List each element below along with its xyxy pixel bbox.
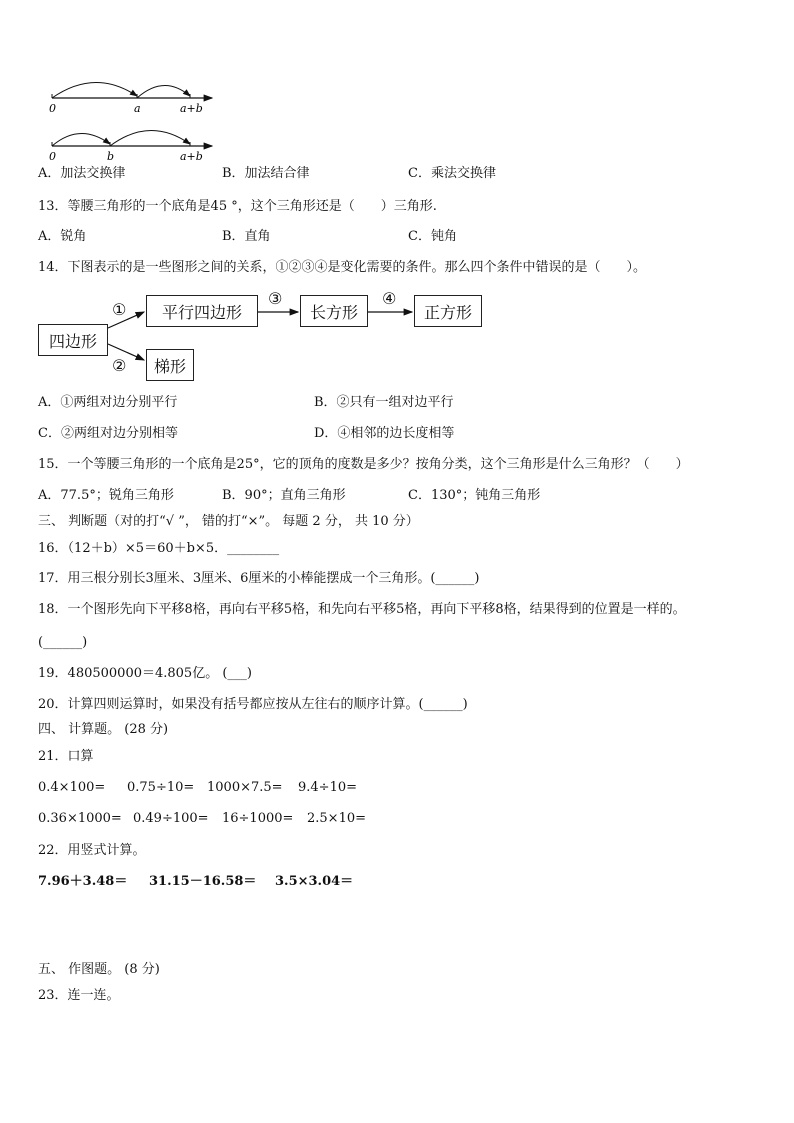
q20-text: 20．计算四则运算时，如果没有括号都应按从左往右的顺序计算。(______)	[38, 697, 468, 712]
q21-item: 9.4÷10=	[298, 780, 358, 795]
q14-option-c[interactable]: C．②两组对边分别相等	[38, 426, 178, 441]
q12-option-a[interactable]: A．加法交换律	[38, 166, 126, 181]
q22-item: 31.15－16.58＝	[149, 874, 257, 889]
q18-text-line2: (______)	[38, 635, 88, 650]
q21-item: 0.75÷10=	[127, 780, 195, 795]
box-square: 正方形	[414, 295, 482, 327]
q21-item: 2.5×10=	[307, 811, 367, 826]
section-3-title: 三、 判断题（对的打“√ ”， 错的打“×”。 每题 2 分， 共 10 分）	[38, 514, 419, 529]
q23-title: 23．连一连。	[38, 988, 120, 1003]
box-trapezoid: 梯形	[146, 349, 194, 381]
number-line-diagram-2	[40, 120, 230, 164]
arc-a	[52, 82, 137, 98]
label-zero: 0	[49, 150, 56, 163]
q13-option-a[interactable]: A．锐角	[38, 229, 87, 244]
q16-text: 16．（12＋b）×5＝60＋b×5．________	[38, 541, 280, 556]
q21-title: 21．口算	[38, 749, 94, 764]
q21-item: 0.49÷100=	[133, 811, 209, 826]
q21-item: 1000×7.5=	[207, 780, 283, 795]
box-parallelogram: 平行四边形	[146, 295, 258, 327]
q12-option-b[interactable]: B．加法结合律	[222, 166, 310, 181]
condition-3-label: ③	[268, 289, 283, 308]
label-zero: 0	[49, 102, 56, 115]
q14-option-b[interactable]: B．②只有一组对边平行	[314, 395, 454, 410]
q21-item: 16÷1000=	[222, 811, 294, 826]
label-a-plus-b: a+b	[180, 150, 203, 163]
label-a: a	[134, 102, 141, 115]
section-4-title: 四、 计算题。 (28 分)	[38, 722, 169, 737]
q18-text-line1: 18．一个图形先向下平移8格，再向右平移5格，和先向右平移5格，再向下平移8格，结果得到的位置是一样的。	[38, 602, 686, 617]
q22-item: 3.5×3.04＝	[275, 874, 354, 889]
q21-item: 0.36×1000=	[38, 811, 122, 826]
q12-option-c[interactable]: C．乘法交换律	[408, 166, 496, 181]
box-rectangle: 长方形	[300, 295, 368, 327]
q14-option-d[interactable]: D．④相邻的边长度相等	[314, 426, 455, 441]
q13-option-b[interactable]: B．直角	[222, 229, 271, 244]
condition-1-label: ①	[112, 300, 127, 319]
q22-title: 22．用竖式计算。	[38, 843, 146, 858]
q17-text: 17．用三根分别长3厘米、3厘米、6厘米的小棒能摆成一个三角形。(______)	[38, 571, 480, 586]
condition-2-label: ②	[112, 356, 127, 375]
q22-item: 7.96＋3.48＝	[38, 874, 128, 889]
q15-option-c[interactable]: C．130°；钝角三角形	[408, 488, 541, 503]
q14-stem: 14．下图表示的是一些图形之间的关系，①②③④是变化需要的条件。那么四个条件中错误的是（ ）。	[38, 260, 647, 275]
arc-a	[110, 130, 190, 146]
number-line-diagram-1	[40, 72, 230, 116]
condition-4-label: ④	[382, 289, 397, 308]
section-5-title: 五、 作图题。 (8 分)	[38, 962, 160, 977]
q15-stem: 15．一个等腰三角形的一个底角是25°，它的顶角的度数是多少？按角分类，这个三角形是什么三角形？（ ）	[38, 457, 689, 472]
label-b: b	[107, 150, 115, 163]
arc-b	[52, 133, 110, 146]
label-a-plus-b: a+b	[180, 102, 203, 115]
q15-option-a[interactable]: A．77.5°；锐角三角形	[38, 488, 174, 503]
q19-text: 19．480500000＝4.805亿。 (___)	[38, 666, 252, 681]
box-quadrilateral: 四边形	[38, 324, 108, 356]
q14-option-a[interactable]: A．①两组对边分别平行	[38, 395, 178, 410]
q21-item: 0.4×100=	[38, 780, 106, 795]
q15-option-b[interactable]: B．90°；直角三角形	[222, 488, 346, 503]
q13-stem: 13．等腰三角形的一个底角是45 °，这个三角形还是（ ）三角形.	[38, 199, 437, 214]
q13-option-c[interactable]: C．钝角	[408, 229, 457, 244]
arc-b	[137, 85, 190, 98]
